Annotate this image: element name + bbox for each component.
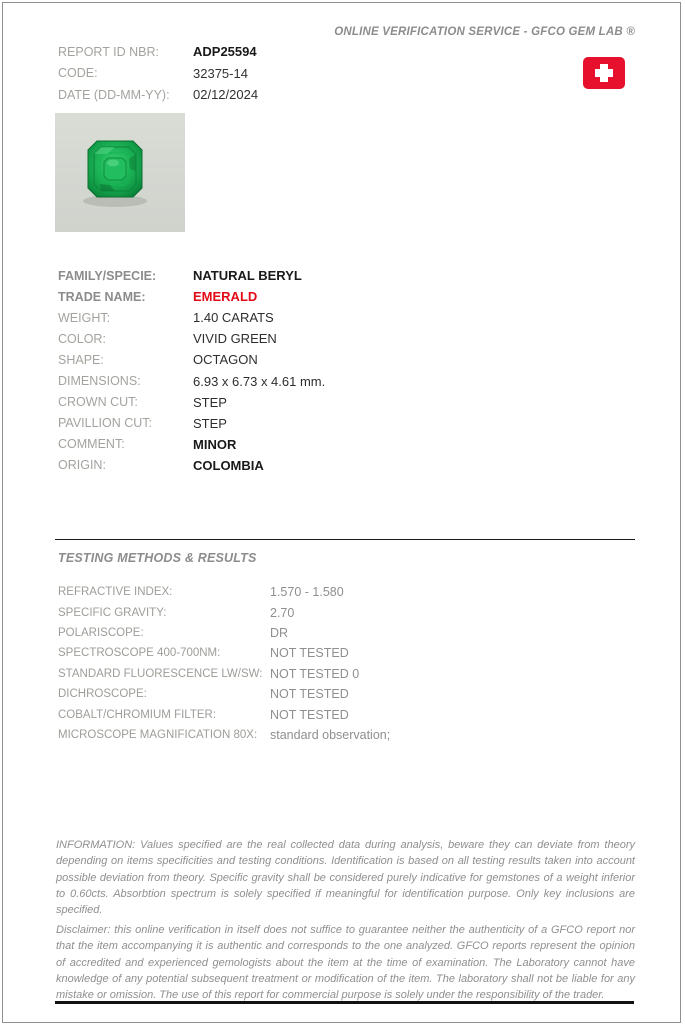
swiss-cross-horizontal xyxy=(595,69,613,77)
report-id-value: ADP25594 xyxy=(193,44,257,60)
weight-value: 1.40 CARATS xyxy=(193,310,274,326)
trade-name-row xyxy=(58,286,325,307)
fluorescence-value: NOT TESTED 0 xyxy=(270,666,360,681)
color-label: COLOR: xyxy=(58,331,106,346)
origin-value: COLOMBIA xyxy=(193,457,264,473)
dichroscope-label: DICHROSCOPE: xyxy=(58,688,147,701)
shape-value: OCTAGON xyxy=(193,352,258,368)
testing-block xyxy=(58,582,390,745)
trade-name-label: TRADE NAME: xyxy=(58,289,146,304)
trade-name-value: EMERALD xyxy=(193,289,258,305)
family-row xyxy=(58,265,325,286)
code-value: 32375-14 xyxy=(193,65,248,81)
cobalt-filter-value: NOT TESTED xyxy=(270,707,349,722)
date-value: 02/12/2024 xyxy=(193,87,259,103)
microscope-value: standard observation; xyxy=(270,727,391,742)
dichroscope-value: NOT TESTED xyxy=(270,687,349,702)
dichroscope-row xyxy=(58,684,390,704)
comment-row xyxy=(58,434,325,455)
identification-block xyxy=(58,265,325,476)
spectroscope-value: NOT TESTED xyxy=(270,646,349,661)
pavillion-cut-label: PAVILLION CUT: xyxy=(58,416,153,431)
cobalt-filter-row xyxy=(58,704,390,724)
swiss-flag-icon xyxy=(583,57,625,89)
report-info-block xyxy=(58,41,258,106)
color-row xyxy=(58,328,325,349)
date-label: DATE (DD-MM-YY): xyxy=(58,87,170,102)
date-row xyxy=(58,84,258,106)
testing-section-title: TESTING METHODS & RESULTS xyxy=(58,551,257,565)
microscope-row xyxy=(58,725,390,745)
spectroscope-label: SPECTROSCOPE 400-700NM: xyxy=(58,647,221,660)
refractive-index-row xyxy=(58,582,390,602)
weight-row xyxy=(58,307,325,328)
weight-label: WEIGHT: xyxy=(58,310,111,325)
spectroscope-row xyxy=(58,643,390,663)
cobalt-filter-label: COBALT/CHROMIUM FILTER: xyxy=(58,708,217,721)
polariscope-label: POLARISCOPE: xyxy=(58,626,144,639)
shape-label: SHAPE: xyxy=(58,352,104,367)
specific-gravity-value: 2.70 xyxy=(270,605,295,620)
code-row xyxy=(58,63,258,85)
specific-gravity-label: SPECIFIC GRAVITY: xyxy=(58,606,167,619)
family-label: FAMILY/SPECIE: xyxy=(58,268,157,283)
specific-gravity-row xyxy=(58,602,390,622)
information-paragraph: INFORMATION: Values specified are the real collected data during analysis, beware they can deviate from theory depending on items specificities and testing conditions. Identification is based on all testing results taken into account possible deviation from theory. Specific gravity shall be considered purely indicative for gemstones of a weight inferior to 0.60cts. Absorbtion spectrum is solely specified if meaningful for identification purpose. Only key inclusions are specified. xyxy=(56,839,635,917)
pavillion-cut-row xyxy=(58,413,325,434)
section-divider-line xyxy=(55,539,635,540)
crown-cut-row xyxy=(58,392,325,413)
origin-label: ORIGIN: xyxy=(58,458,106,473)
crown-cut-label: CROWN CUT: xyxy=(58,395,138,410)
report-id-label: REPORT ID NBR: xyxy=(58,44,159,59)
comment-label: COMMENT: xyxy=(58,437,125,452)
pavillion-cut-value: STEP xyxy=(193,415,227,431)
disclaimer-paragraph: Disclaimer: this online verification in itself does not suffice to guarantee neither the authenticity of a GFCO report nor that the item accompanying it is authentic and corresponds to the one analyzed. GFCO reports represent the opinion of accredited and experienced gemologists about the item at the time of examination. The Laboratory cannot have knowledge of any potential subsequent treatment or modification of the item. The laboratory shall not be liable for any mistake or omission. The use of this report for commercial purpose is solely under the responsibility of the trader. xyxy=(56,924,635,1002)
polariscope-value: DR xyxy=(270,625,289,640)
gem-photo xyxy=(55,113,185,232)
report-id-row xyxy=(58,41,258,63)
fluorescence-label: STANDARD FLUORESCENCE LW/SW: xyxy=(58,667,263,680)
shape-row xyxy=(58,349,325,370)
fluorescence-row xyxy=(58,664,390,684)
color-value: VIVID GREEN xyxy=(193,331,277,347)
crown-cut-value: STEP xyxy=(193,394,227,410)
service-title: ONLINE VERIFICATION SERVICE - GFCO GEM LAB ® xyxy=(334,26,635,38)
comment-value: MINOR xyxy=(193,436,237,452)
refractive-index-value: 1.570 - 1.580 xyxy=(270,585,344,600)
refractive-index-label: REFRACTIVE INDEX: xyxy=(58,586,173,599)
emerald-image xyxy=(55,113,185,232)
microscope-label: MICROSCOPE MAGNIFICATION 80X: xyxy=(58,728,258,741)
bottom-rule xyxy=(55,1001,634,1004)
origin-row xyxy=(58,455,325,476)
dimensions-row xyxy=(58,370,325,391)
code-label: CODE: xyxy=(58,66,98,81)
dimensions-label: DIMENSIONS: xyxy=(58,374,141,389)
polariscope-row xyxy=(58,623,390,643)
family-value: NATURAL BERYL xyxy=(193,268,302,284)
dimensions-value: 6.93 x 6.73 x 4.61 mm. xyxy=(193,373,326,389)
